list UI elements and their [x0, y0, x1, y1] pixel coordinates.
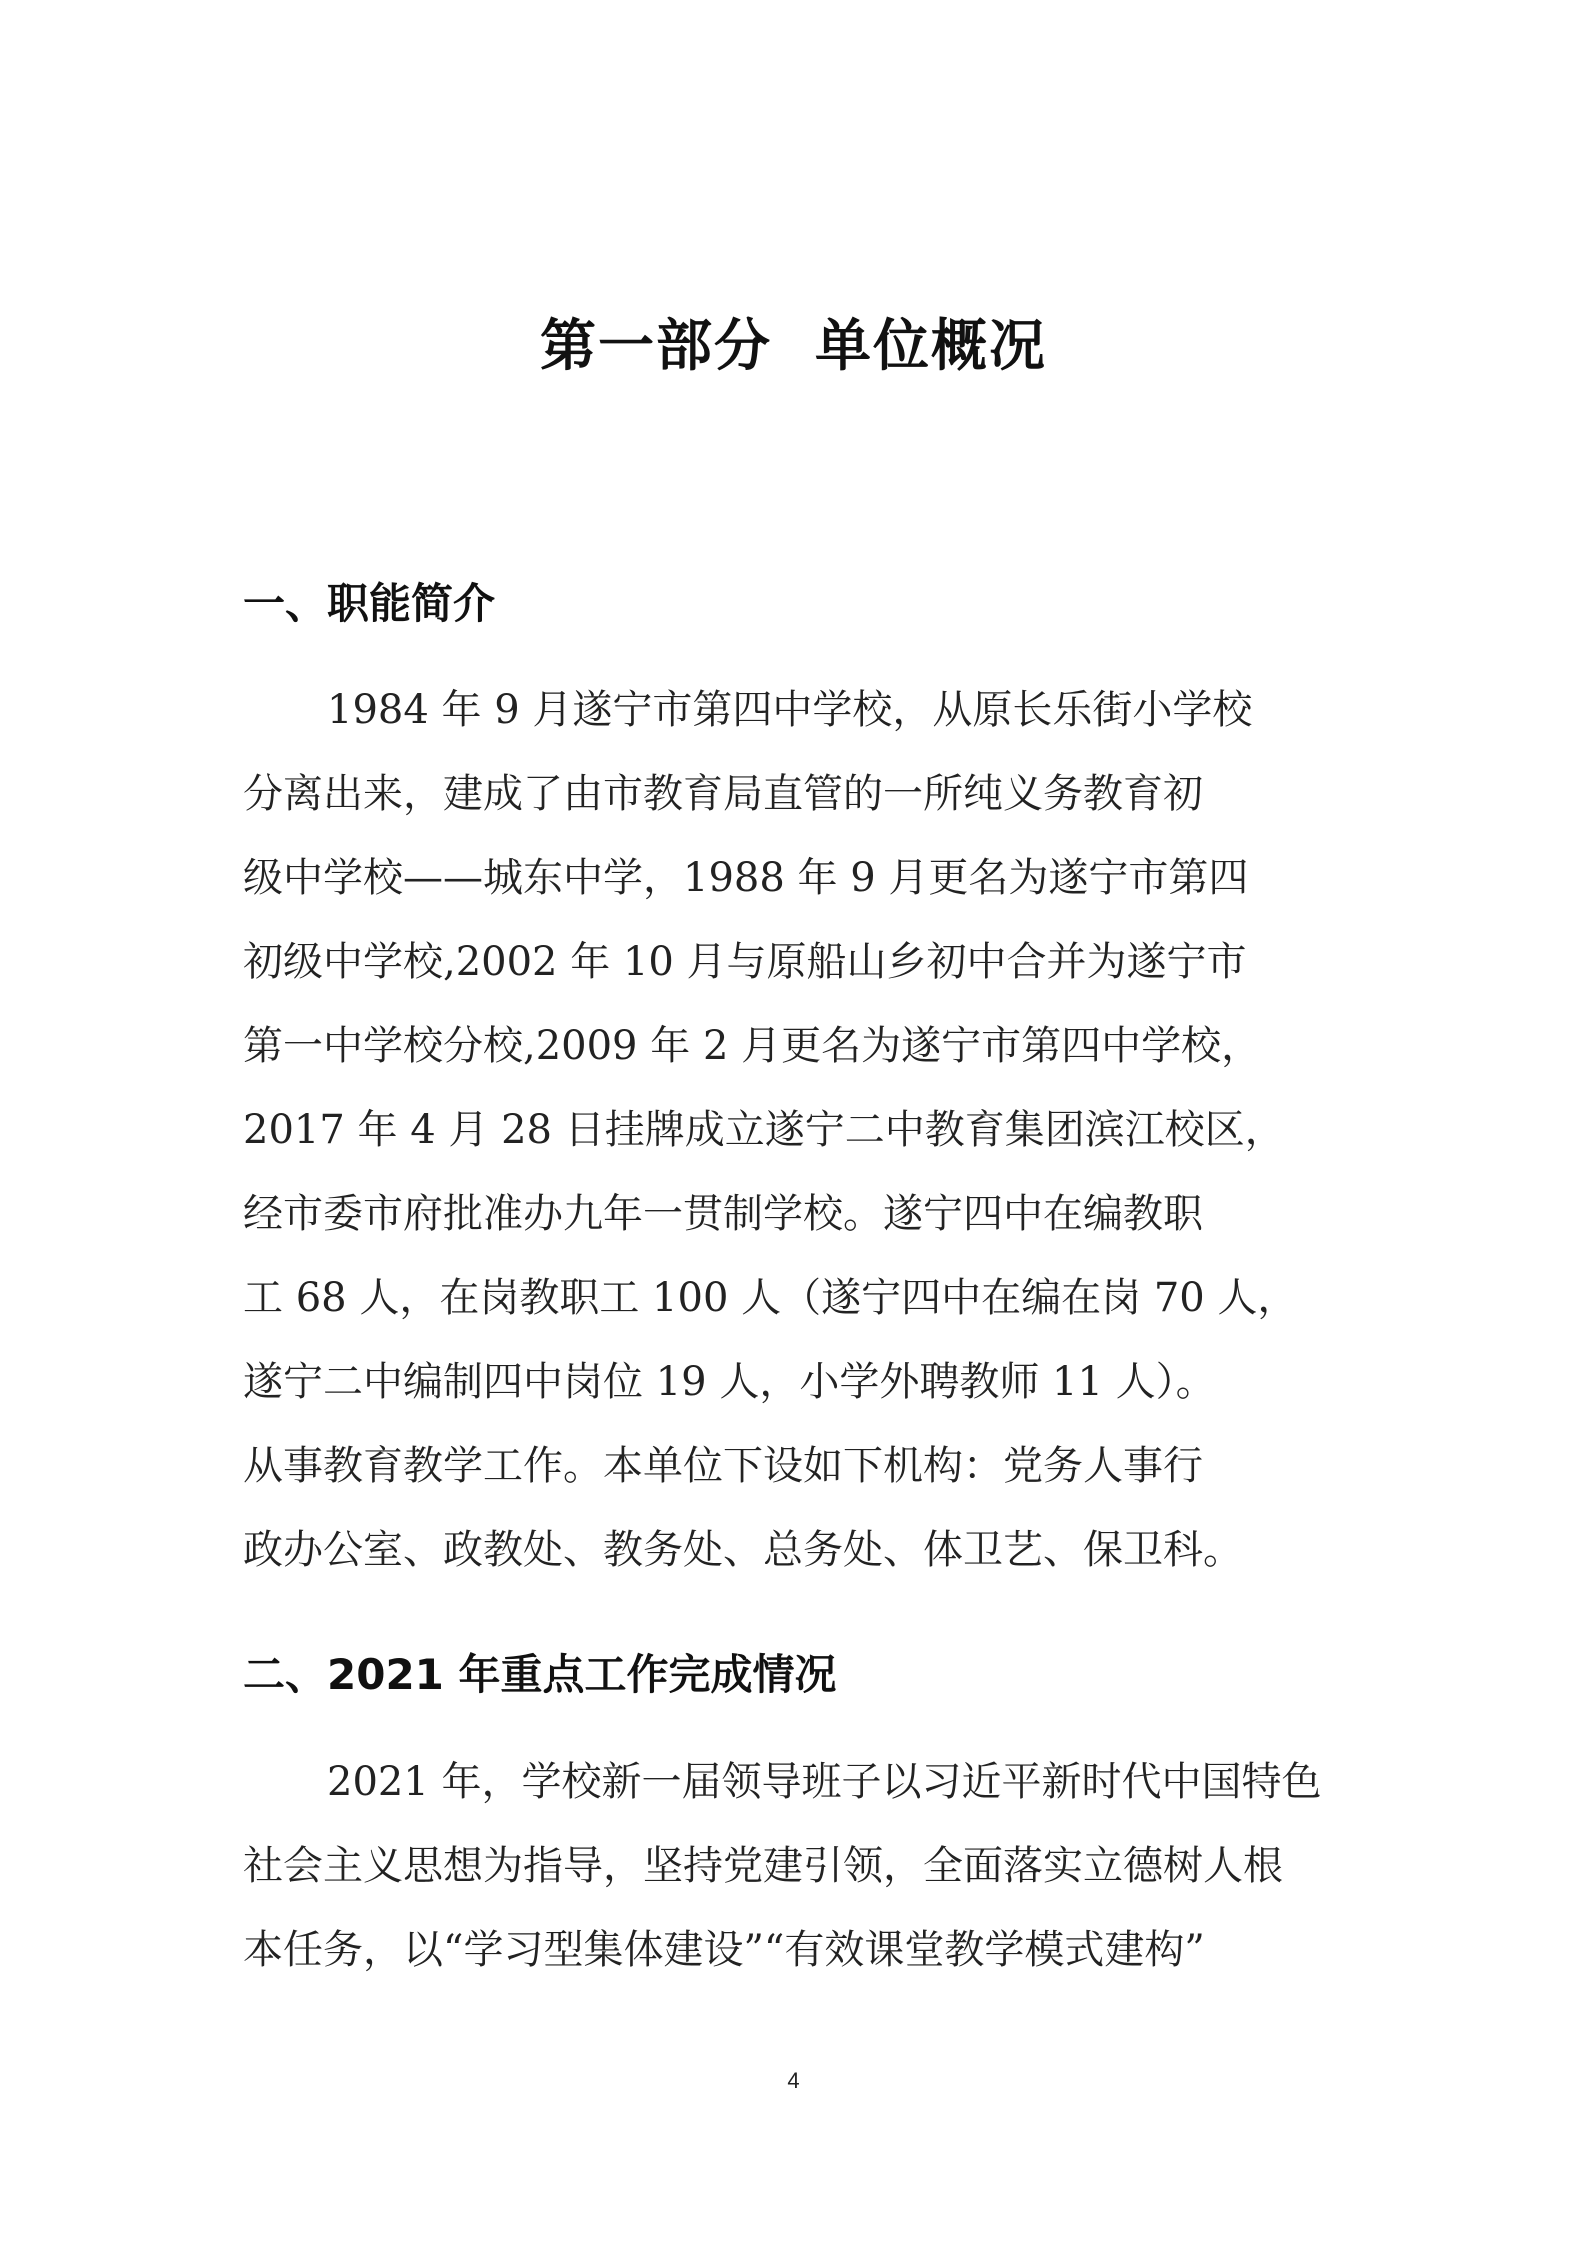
paragraph-line: 从事教育教学工作。本单位下设如下机构：党务人事行 — [243, 1443, 1203, 1489]
paragraph-line: 社会主义思想为指导，坚持党建引领，全面落实立德树人根 — [243, 1843, 1283, 1889]
paragraph-line: 分离出来，建成了由市教育局直管的一所纯义务教育初 — [243, 771, 1203, 817]
section-heading-key-work: 二、2021 年重点工作完成情况 — [243, 1650, 837, 1699]
paragraph-functions — [243, 668, 1383, 1592]
paragraph-line: 经市委市府批准办九年一贯制学校。遂宁四中在编教职 — [243, 1191, 1203, 1237]
paragraph-line: 级中学校——城东中学，1988 年 9 月更名为遂宁市第四 — [243, 855, 1249, 901]
paragraph-line: 遂宁二中编制四中岗位 19 人，小学外聘教师 11 人）。 — [243, 1359, 1216, 1405]
paragraph-key-work — [243, 1740, 1383, 1992]
paragraph-line: 本任务，以“学习型集体建设”“有效课堂教学模式建构” — [243, 1927, 1205, 1973]
paragraph-line: 政办公室、政教处、教务处、总务处、体卫艺、保卫科。 — [243, 1527, 1243, 1573]
paragraph-line: 初级中学校,2002 年 10 月与原船山乡初中合并为遂宁市 — [243, 939, 1247, 985]
paragraph-line: 2021 年，学校新一届领导班子以习近平新时代中国特色 — [327, 1759, 1322, 1805]
paragraph-line: 2017 年 4 月 28 日挂牌成立遂宁二中教育集团滨江校区， — [243, 1107, 1285, 1153]
paragraph-line: 1984 年 9 月遂宁市第四中学校，从原长乐街小学校 — [327, 687, 1253, 733]
paragraph-line: 第一中学校分校,2009 年 2 月更名为遂宁市第四中学校， — [243, 1023, 1262, 1069]
page-title: 第一部分 单位概况 — [540, 313, 1047, 379]
page-number: 4 — [787, 2068, 800, 2093]
paragraph-line: 工 68 人，在岗教职工 100 人（遂宁四中在编在岗 70 人， — [243, 1275, 1298, 1321]
section-heading-functions: 一、职能简介 — [243, 579, 496, 628]
